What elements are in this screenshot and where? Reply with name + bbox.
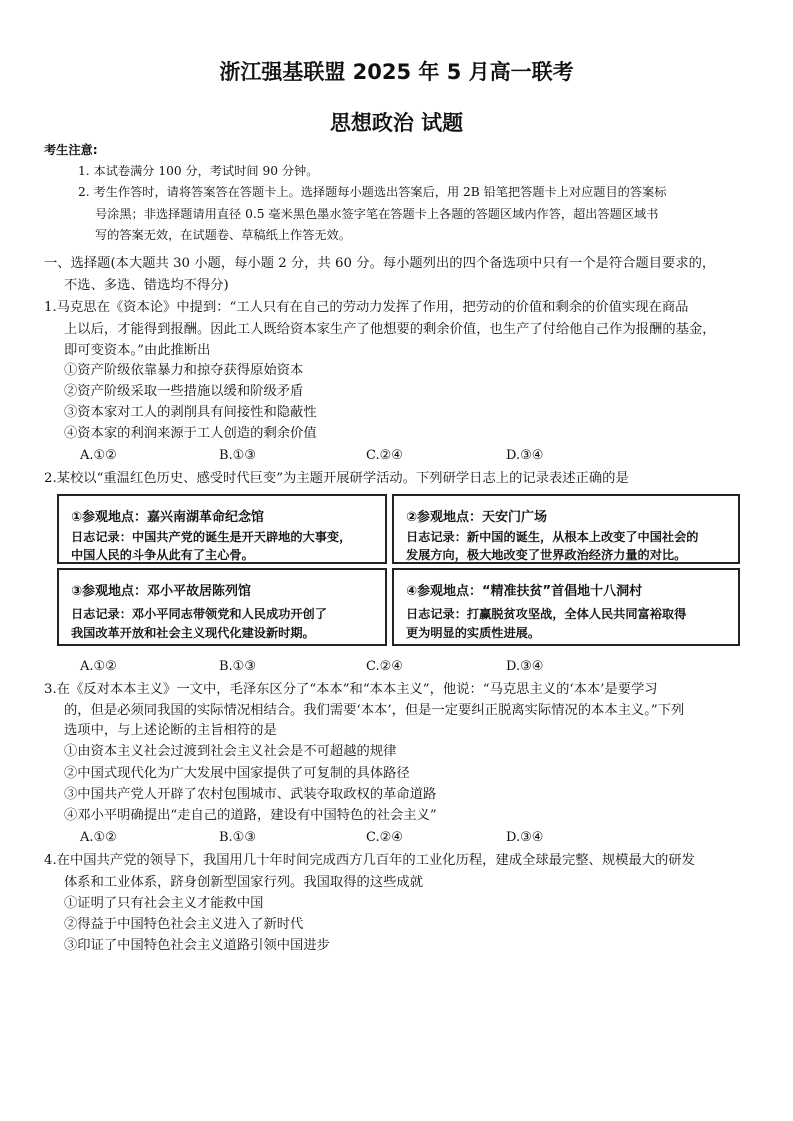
card-line: 日志记录：中国共产党的诞生是开天辟地的大事变，	[71, 530, 352, 544]
notice-line: 2. 考生作答时，请将答案答在答题卡上。选择题每小题选出答案后，用 2B 铅笔把答题卡上对应题目的答案标	[78, 185, 667, 199]
q4-statement: ②得益于中国特色社会主义进入了新时代	[64, 917, 304, 932]
q2-stem: 2.某校以“重温红色历史、感受时代巨变”为主题开展研学活动。下列研学日志上的记录表述正确的是	[44, 471, 629, 486]
section-line: 一、选择题(本大题共 30 小题，每小题 2 分，共 60 分。每小题列出的四个备选项中只有一个是符合题目要求的，	[44, 256, 716, 271]
q3-statement: ④邓小平明确提出“走自己的道路，建设有中国特色的社会主义”	[64, 808, 437, 823]
card-heading: ①参观地点：嘉兴南湖革命纪念馆	[71, 510, 265, 525]
q3-stem-line: 的，但是必须同我国的实际情况相结合。我们需要‘本本’，但是一定要纠正脱离实际情况的本本主义。”下列	[64, 703, 685, 718]
q4-statement: ①证明了只有社会主义才能救中国	[64, 896, 264, 911]
q1-stem-line: 上以后，才能得到报酬。因此工人既给资本家生产了他想要的剩余价值，也生产了付给他自己作为报酬的基金，	[64, 322, 716, 337]
card-line: 我国改革开放和社会主义现代化建设新时期。	[71, 626, 315, 640]
card-line: 更为明显的实质性进展。	[406, 626, 541, 640]
notice-heading: 考生注意:	[44, 143, 98, 157]
q1-statement: ②资产阶级采取一些措施以缓和阶级矛盾	[64, 384, 304, 399]
option-c: C.②④	[366, 448, 403, 463]
journal-card-1	[57, 494, 387, 564]
notice-line: 写的答案无效，在试题卷、草稿纸上作答无效。	[95, 228, 351, 242]
card-line: 日志记录：邓小平同志带领党和人民成功开创了	[71, 607, 327, 621]
q4-statement: ③印证了中国特色社会主义道路引领中国进步	[64, 938, 330, 953]
q1-stem-line: 1.马克思在《资本论》中提到：“工人只有在自己的劳动力发挥了作用，把劳动的价值和剩余的价值实现在商品	[44, 300, 689, 315]
q3-stem-line: 3.在《反对本本主义》一文中，毛泽东区分了“本本”和“本本主义”，他说：“马克思主义的‘本本’是要学习	[44, 682, 658, 697]
option-a: A.①②	[80, 659, 117, 674]
option-b: B.①③	[219, 830, 256, 845]
notice-line: 号涂黑；非选择题请用直径 0.5 毫米黑色墨水签字笔在答题卡上各题的答题区域内作答，超出答题区域书	[95, 207, 659, 221]
card-heading: ④参观地点：“精准扶贫”首倡地十八洞村	[406, 584, 643, 599]
option-c: C.②④	[366, 830, 403, 845]
option-a: A.①②	[80, 830, 117, 845]
q4-stem-line: 4.在中国共产党的领导下，我国用几十年时间完成西方几百年的工业化历程，建成全球最完整、规模最大的研发	[44, 853, 695, 868]
card-line: 中国人民的斗争从此有了主心骨。	[71, 548, 254, 562]
journal-card-2	[392, 494, 740, 564]
q3-stem-line: 选项中，与上述论断的主旨相符的是	[64, 723, 277, 738]
journal-card-4	[392, 568, 740, 646]
option-c: C.②④	[366, 659, 403, 674]
option-b: B.①③	[219, 448, 256, 463]
option-d: D.③④	[506, 830, 544, 845]
q1-statement: ④资本家的利润来源于工人创造的剩余价值	[64, 426, 317, 441]
q3-statement: ①由资本主义社会过渡到社会主义社会是不可超越的规律	[64, 744, 397, 759]
exam-subject: 思想政治 试题	[329, 111, 464, 135]
option-a: A.①②	[80, 448, 117, 463]
card-heading: ③参观地点：邓小平故居陈列馆	[71, 584, 252, 599]
notice-line: 1. 本试卷满分 100 分，考试时间 90 分钟。	[78, 164, 319, 178]
card-heading: ②参观地点：天安门广场	[406, 510, 548, 525]
card-line: 发展方向，极大地改变了世界政治经济力量的对比。	[406, 548, 687, 562]
option-d: D.③④	[506, 659, 544, 674]
journal-card-3	[57, 568, 387, 646]
option-d: D.③④	[506, 448, 544, 463]
card-line: 日志记录：新中国的诞生，从根本上改变了中国社会的	[406, 530, 699, 544]
q1-stem-line: 即可变资本。”由此推断出	[64, 343, 211, 358]
section-line: 不选、多选、错选均不得分)	[64, 278, 229, 293]
q1-statement: ③资本家对工人的剥削具有间接性和隐蔽性	[64, 405, 317, 420]
q1-statement: ①资产阶级依靠暴力和掠夺获得原始资本	[64, 363, 304, 378]
q3-statement: ②中国式现代化为广大发展中国家提供了可复制的具体路径	[64, 766, 410, 781]
card-line: 日志记录：打赢脱贫攻坚战，全体人民共同富裕取得	[406, 607, 687, 621]
exam-title: 浙江强基联盟 2025 年 5 月高一联考	[219, 60, 574, 84]
q4-stem-line: 体系和工业体系，跻身创新型国家行列。我国取得的这些成就	[64, 875, 424, 890]
q3-statement: ③中国共产党人开辟了农村包围城市、武装夺取政权的革命道路	[64, 787, 437, 802]
option-b: B.①③	[219, 659, 256, 674]
